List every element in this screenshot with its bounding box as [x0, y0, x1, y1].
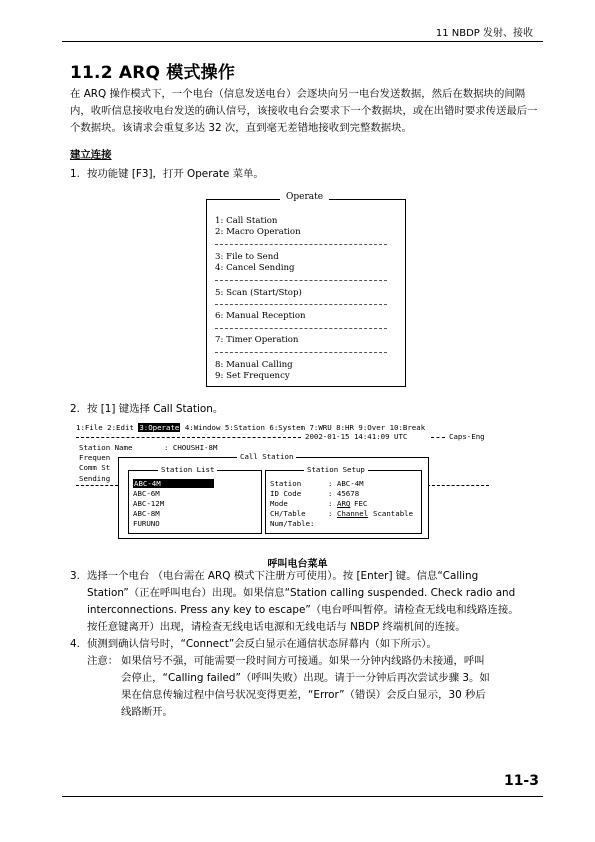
- setup-station-value: : ABC-4M: [328, 479, 364, 488]
- step-1-number: 1.: [70, 168, 80, 180]
- station-setup-panel: Station : ABC-4M ID Code : 45678 Mode : ARQ FEC CH/Table : Channel Scantable Num/Table:: [265, 470, 422, 534]
- station-name-value: : CHOUSHI-8M: [164, 443, 218, 452]
- step-3: [70, 568, 550, 636]
- chapter-header: 11 NBDP 发射、接收: [435, 28, 533, 39]
- station-list-item-selected[interactable]: ABC-4M: [133, 479, 214, 488]
- menu-item-manual-calling[interactable]: 8: Manual Calling: [215, 360, 293, 370]
- operate-menu: [206, 199, 406, 387]
- call-station-title: Call Station: [237, 452, 296, 461]
- status-dash-line: [431, 437, 445, 438]
- setup-ch-selected[interactable]: Channel: [337, 509, 369, 518]
- setup-id-value[interactable]: : 45678: [328, 489, 360, 498]
- menu-item-call-station[interactable]: 1: Call Station: [215, 216, 278, 226]
- page-number: 11-3: [503, 773, 539, 789]
- establish-connection-heading: 建立连接: [70, 149, 112, 161]
- menubar-edit[interactable]: 2:Edit: [107, 423, 134, 432]
- section-title: 11.2 ARQ 模式操作: [70, 63, 236, 83]
- menubar-break[interactable]: 10:Break: [389, 423, 426, 432]
- station-list-item[interactable]: FURUNO: [133, 519, 160, 528]
- menu-separator: [215, 328, 387, 329]
- station-list-panel: [128, 470, 262, 534]
- header-rule: [62, 41, 543, 42]
- menubar-hr[interactable]: 8:HR: [336, 423, 354, 432]
- menubar-over[interactable]: 9:Over: [358, 423, 386, 432]
- step-2: [70, 401, 540, 418]
- station-list-item[interactable]: ABC-12M: [133, 499, 165, 508]
- label-station-name: Station Name: [79, 443, 133, 452]
- menu-item-timer-operation[interactable]: 7: Timer Operation: [215, 335, 299, 345]
- setup-ch-option[interactable]: Scantable: [373, 509, 414, 518]
- step-4: [70, 636, 540, 653]
- setup-station-label: Station: [270, 479, 302, 488]
- step-2-text: 按 [1] 键选择 Call Station。: [87, 403, 224, 415]
- label-sending: Sending: [79, 474, 111, 483]
- setup-num-label: Num/Table:: [270, 519, 315, 528]
- menu-item-set-frequency[interactable]: 9: Set Frequency: [215, 371, 290, 381]
- note-label: 注意：: [87, 655, 119, 667]
- menu-separator: [215, 304, 387, 305]
- label-comm-status: Comm St: [79, 463, 111, 472]
- step-3-number: 3.: [70, 570, 80, 582]
- operate-menu-title: Operate: [280, 192, 329, 202]
- note-text: 如果信号不强，可能需要一段时间方可接通。如果一分钟内线路仍未接通，呼叫 会停止，“Calling failed”（呼叫失败）出现。请于一分钟后再次尝试步骤 3。如 果在信息传输过程中信号状况变得更差，“Error”（错误）会反白显示，30 秒后 线路断开。: [121, 655, 490, 718]
- menu-item-manual-reception[interactable]: 6: Manual Reception: [215, 311, 306, 321]
- status-caps: Caps-Eng: [449, 432, 485, 441]
- terminal-menubar: [76, 423, 425, 432]
- menu-separator: [215, 352, 387, 353]
- setup-ch-label: CH/Table: [270, 509, 306, 518]
- menubar-station[interactable]: 5:Station: [224, 423, 265, 432]
- step-1: [70, 166, 540, 183]
- station-list-item[interactable]: ABC-8M: [133, 509, 160, 518]
- menu-separator: [215, 280, 387, 281]
- status-datetime: 2002-01-15 14:41:09 UTC: [305, 432, 408, 441]
- menubar-wru[interactable]: 7:WRU: [309, 423, 332, 432]
- setup-mode-label: Mode: [270, 499, 288, 508]
- setup-mode-option[interactable]: FEC: [354, 499, 368, 508]
- menu-item-scan[interactable]: 5: Scan (Start/Stop): [215, 288, 302, 298]
- intro-paragraph: 在 ARQ 操作模式下，一个电台（信息发送电台）会逐块向另一电台发送数据，然后在数据块的间隔内，收听信息接收电台发送的确认信号，该接收电台会要求下一个数据块，或在出错时要求传送最后一个数据块。该请求会重复多达 32 次，直到毫无差错地接收到完整数据块。: [70, 88, 538, 134]
- station-list-title: Station List: [158, 465, 217, 474]
- menu-item-cancel-sending[interactable]: 4: Cancel Sending: [215, 263, 295, 273]
- setup-mode-selected[interactable]: ARQ: [337, 499, 351, 508]
- figure-caption: 呼叫电台菜单: [267, 559, 328, 570]
- footer-rule: [62, 796, 543, 797]
- menu-separator: [215, 244, 387, 245]
- lower-dash-line: [76, 485, 118, 486]
- menubar-window[interactable]: 4:Window: [184, 423, 221, 432]
- status-dash-line: [76, 437, 301, 438]
- menubar-system[interactable]: 6:System: [269, 423, 305, 432]
- menu-item-file-to-send[interactable]: 3: File to Send: [215, 252, 279, 262]
- station-list-item[interactable]: ABC-6M: [133, 489, 160, 498]
- step-3-text: 选择一个电台 （电台需在 ARQ 模式下注册方可使用）。按 [Enter] 键。信息“Calling Station”（正在呼叫电台）出现。如果信息“Station calling suspended. Check radio and interconnections. Press any key to escape”（电台呼叫暂停。请检查无线电和线路连接。 按任意键离开）出现，请检查无线电话电源和无线电话与 NBDP 终端机间的连接。: [87, 570, 519, 633]
- menubar-operate[interactable]: 3:Operate: [139, 423, 180, 432]
- step-2-number: 2.: [70, 403, 80, 415]
- note-block: [87, 653, 547, 723]
- lower-dash-line: [427, 485, 489, 486]
- setup-id-label: ID Code: [270, 489, 302, 498]
- menu-item-macro-operation[interactable]: 2: Macro Operation: [215, 227, 301, 237]
- step-1-text: 按功能键 [F3]，打开 Operate 菜单。: [87, 168, 264, 180]
- station-setup-title: Station Setup: [304, 465, 368, 474]
- step-4-text: 侦测到确认信号时，“Connect”会反白显示在通信状态屏幕内（如下所示）。: [87, 638, 437, 650]
- menubar-file[interactable]: 1:File: [76, 423, 103, 432]
- step-4-number: 4.: [70, 638, 80, 650]
- label-frequency: Frequen: [79, 453, 111, 462]
